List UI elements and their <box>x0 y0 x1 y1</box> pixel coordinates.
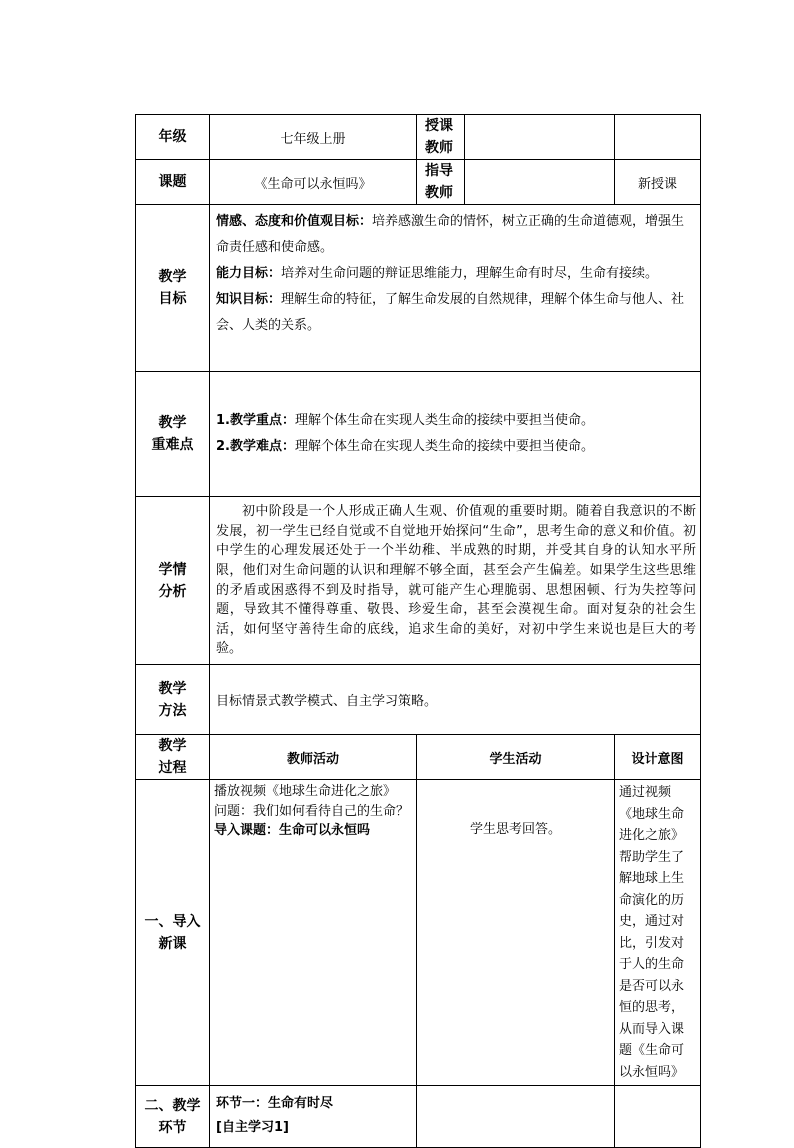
objectives-content <box>210 205 701 372</box>
difficulty-point-title: 2.教学难点： <box>216 439 295 454</box>
objectives-label-line-2: 目标 <box>158 291 187 307</box>
objectives-row <box>136 205 701 372</box>
analysis-text: 初中阶段是一个人形成正确人生观、价值观的重要时期。随着自我意识的不断发展，初一学生已经自觉或不自觉地开始探问“生命”，思考生命的意义和价值。初中学生的心理发展还处于一个半幼稚、半成熟的时期，并受其自身的认知水平所限，他们对生命问题的认识和理解不够全面，甚至会产生偏差。如果学生这些思维的矛盾或困惑得不到及时指导，就可能产生心理脆弱、思想困顿、行为失控等问题，导致其不懂得尊重、敬畏、珍爱生命，甚至会漠视生命。面对复杂的社会生活，如何坚守善待生命的底线，追求生命的美好，对初中学生来说也是巨大的考验。 <box>210 497 701 665</box>
process-label <box>136 735 210 780</box>
guide-label-line-2: 教师 <box>425 185 453 201</box>
method-label-line-1: 教学 <box>158 680 187 697</box>
analysis-row <box>136 497 701 665</box>
intro-student-activity: 学生思考回答。 <box>417 780 615 1086</box>
method-label-line-2: 方法 <box>158 702 187 719</box>
teacher-value <box>465 115 615 160</box>
analysis-label-line-1: 学情 <box>158 561 187 578</box>
key-points-label-line-1: 教学 <box>158 415 187 431</box>
key-point-title: 1.教学重点： <box>216 413 295 428</box>
teacher-activity-header: 教师活动 <box>210 735 417 780</box>
intro-label-line-2: 新课 <box>158 935 187 952</box>
knowledge-goal-title: 知识目标： <box>216 292 282 307</box>
intro-label-line-1: 一、导入 <box>144 913 201 930</box>
section2-label <box>136 1086 210 1148</box>
key-point <box>216 408 694 434</box>
intro-teacher-topic: 导入课题：生命可以永恒吗 <box>214 823 371 839</box>
section2-study-label: [自主学习1] <box>216 1120 289 1135</box>
key-points-label-line-2: 重难点 <box>151 437 194 453</box>
section2-link-title: 环节一：生命有时尽 <box>216 1096 334 1111</box>
intro-teacher-line-1: 播放视频《地球生命进化之旅》 <box>214 784 397 799</box>
student-activity-header: 学生活动 <box>417 735 615 780</box>
objectives-label-line-1: 教学 <box>158 269 187 285</box>
lesson-plan-table <box>135 114 701 1148</box>
grade-row <box>136 115 701 160</box>
knowledge-goal-text: 理解生命的特征，了解生命发展的自然规律，理解个体生命与他人、社会、人类的关系。 <box>216 292 685 333</box>
section2-teacher-activity <box>210 1086 417 1148</box>
teacher-label-line-2: 教师 <box>425 140 453 156</box>
emotion-goal-title: 情感、态度和价值观目标： <box>216 214 373 229</box>
ability-goal-text: 培养对生命问题的辩证思维能力，理解生命有时尽，生命有接续。 <box>281 266 659 281</box>
ability-goal <box>216 261 694 287</box>
intro-label <box>136 780 210 1086</box>
key-points-row <box>136 372 701 497</box>
section2-row <box>136 1086 701 1148</box>
emotion-goal-text: 培养感激生命的情怀，树立正确的生命道德观，增强生命责任感和使命感。 <box>216 214 685 255</box>
grade-extra-cell <box>615 115 701 160</box>
intro-row <box>136 780 701 1086</box>
method-label <box>136 665 210 735</box>
section2-label-line-1: 二、教学 <box>144 1097 201 1114</box>
topic-row <box>136 160 701 205</box>
difficulty-point <box>216 434 694 460</box>
process-header-row <box>136 735 701 780</box>
analysis-label-line-2: 分析 <box>158 583 187 600</box>
method-text: 目标情景式教学模式、自主学习策略。 <box>210 665 701 735</box>
teacher-label <box>417 115 465 160</box>
intro-teacher-activity <box>210 780 417 1086</box>
key-points-label <box>136 372 210 497</box>
process-label-line-2: 过程 <box>158 760 187 776</box>
intro-design-intent: 通过视频《地球生命进化之旅》帮助学生了解地球上生命演化的历史，通过对比，引发对于人的生命是否可以永恒的思考，从而导入课题《生命可以永恒吗》 <box>615 780 701 1086</box>
difficulty-point-text: 理解个体生命在实现人类生命的接续中要担当使命。 <box>294 439 594 454</box>
section2-label-line-2: 环节 <box>158 1119 187 1136</box>
objectives-label <box>136 205 210 372</box>
method-row <box>136 665 701 735</box>
intro-teacher-line-2: 问题：我们如何看待自己的生命？ <box>214 803 410 819</box>
analysis-label <box>136 497 210 665</box>
guide-label-line-1: 指导 <box>425 163 453 179</box>
guide-label <box>417 160 465 205</box>
topic-label: 课题 <box>136 160 210 205</box>
topic-value: 《生命可以永恒吗》 <box>210 160 417 205</box>
process-label-line-1: 教学 <box>158 738 187 754</box>
teacher-label-line-1: 授课 <box>425 118 453 134</box>
key-point-text: 理解个体生命在实现人类生命的接续中要担当使命。 <box>294 413 594 428</box>
guide-value <box>465 160 615 205</box>
section2-design-intent <box>615 1086 701 1148</box>
section2-student-activity <box>417 1086 615 1148</box>
knowledge-goal <box>216 287 694 339</box>
grade-value: 七年级上册 <box>210 115 417 160</box>
design-intent-header: 设计意图 <box>615 735 701 780</box>
ability-goal-title: 能力目标： <box>216 266 282 281</box>
grade-label: 年级 <box>136 115 210 160</box>
emotion-goal <box>216 209 694 261</box>
key-points-content <box>210 372 701 497</box>
lesson-type: 新授课 <box>615 160 701 205</box>
